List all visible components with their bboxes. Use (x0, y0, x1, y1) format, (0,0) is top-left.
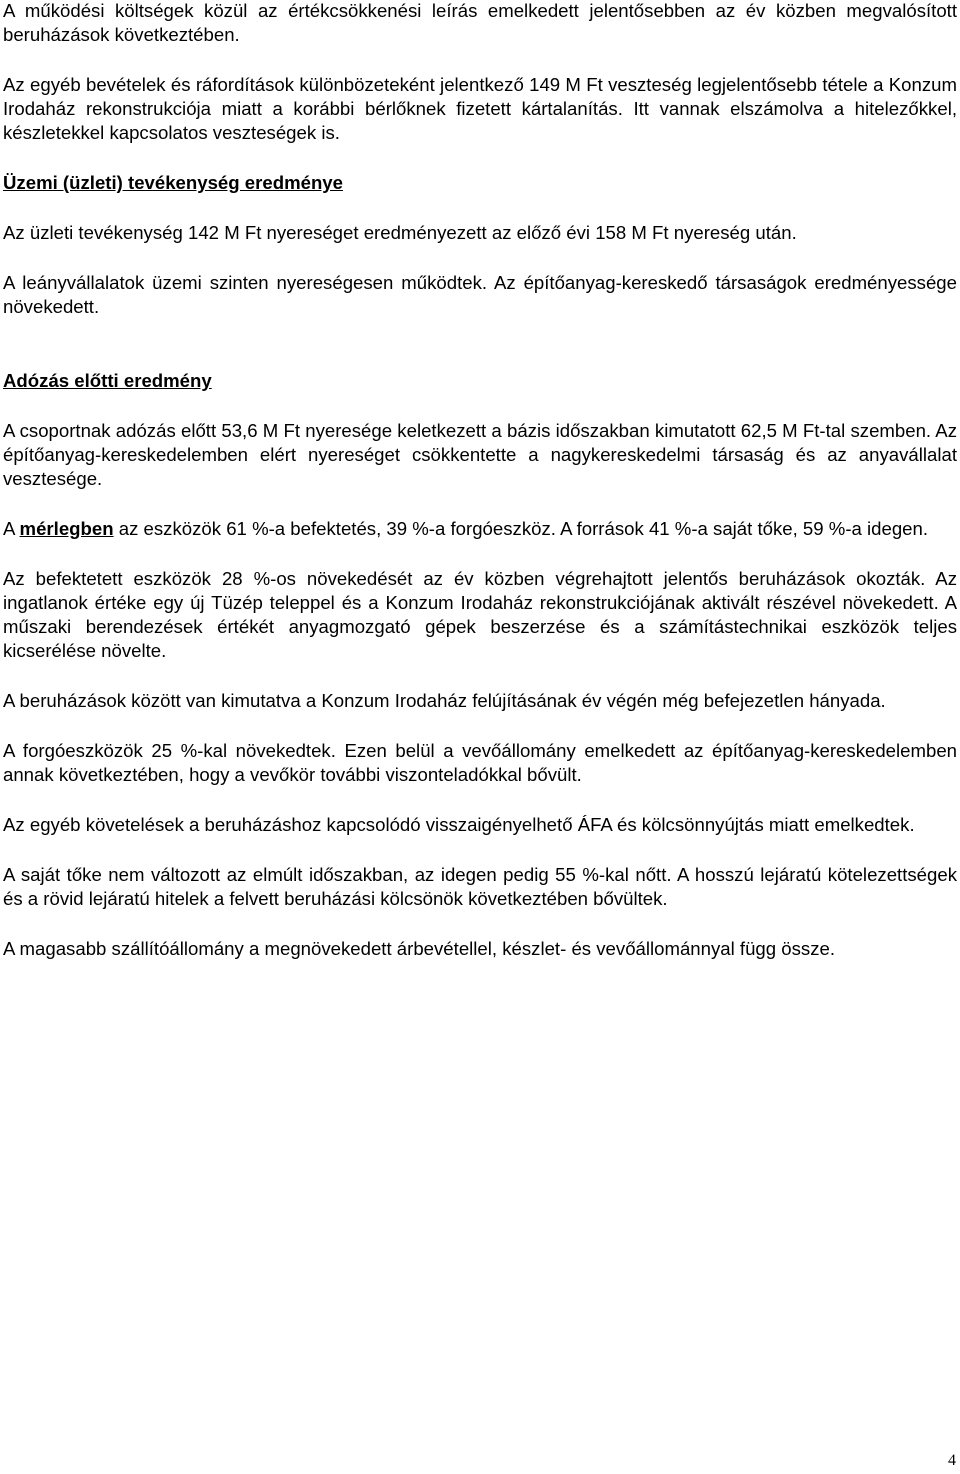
paragraph-balance-sheet (3, 517, 957, 541)
document-body (3, 0, 957, 961)
paragraph-current-assets: A forgóeszközök 25 %-kal növekedtek. Ezen belül a vevőállomány emelkedett az építőanyag-kereskedelemben annak következtében, hogy a vevőkör további viszonteladókkal bővült. (3, 740, 957, 785)
balance-sheet-term: mérlegben (19, 518, 114, 539)
paragraph-other-income: Az egyéb bevételek és ráfordítások különbözeteként jelentkező 149 M Ft veszteség legjelentősebb tétele a Konzum Irodaház rekonstrukciója miatt a korábbi bérlőknek fizetett kártalanítás. Itt vannak elszámolva a hitelezőkkel, készletekkel kapcsolatos veszteségek is. (3, 74, 957, 143)
paragraph-subsidiaries: A leányvállalatok üzemi szinten nyereségesen működtek. Az építőanyag-kereskedő társaságok eredményessége növekedett. (3, 272, 957, 317)
paragraph-equity: A saját tőke nem változott az elmúlt időszakban, az idegen pedig 55 %-kal nőtt. A hosszú lejáratú kötelezettségek és a rövid lejáratú hitelek a felvett beruházási kölcsönök következtében bővültek. (3, 864, 957, 909)
page-number: 4 (948, 1452, 956, 1469)
paragraph-other-receivables: Az egyéb követelések a beruházáshoz kapcsolódó visszaigényelhető ÁFA és kölcsönnyújtás miatt emelkedtek. (3, 814, 915, 835)
section-heading-operating-result: Üzemi (üzleti) tevékenység eredménye (3, 172, 343, 193)
paragraph-suppliers: A magasabb szállítóállomány a megnövekedett árbevétellel, készlet- és vevőállománnyal függ össze. (3, 938, 836, 959)
paragraph-depreciation: A működési költségek közül az értékcsökkenési leírás emelkedett jelentősebben az év közben megvalósított beruházások következtében. (3, 0, 957, 45)
section-heading-pretax-result: Adózás előtti eredmény (3, 370, 212, 391)
paragraph-business-activity: Az üzleti tevékenység 142 M Ft nyereséget eredményezett az előző évi 158 M Ft nyereség után. (3, 222, 797, 243)
paragraph-balance-sheet-rest: az eszközök 61 %-a befektetés, 39 %-a forgóeszköz. A források 41 %-a saját tőke, 59 %-a idegen. (113, 518, 929, 539)
paragraph-balance-sheet-prefix: A (3, 518, 20, 539)
paragraph-pretax-profit: A csoportnak adózás előtt 53,6 M Ft nyeresége keletkezett a bázis időszakban kimutatott 62,5 M Ft-tal szemben. Az építőanyag-kereskedelemben elért nyereséget csökkentette a nagykereskedelmi társaság és az anyavállalat vesztesége. (3, 420, 957, 489)
paragraph-investments: A beruházások között van kimutatva a Konzum Irodaház felújításának év végén még befejezetlen hányada. (3, 690, 886, 711)
paragraph-fixed-assets: Az befektetett eszközök 28 %-os növekedését az év közben végrehajtott jelentős beruházások okozták. Az ingatlanok értéke egy új Tüzép teleppel és a Konzum Irodaház rekonstrukciójának aktivált részével növekedett. A műszaki berendezések értékét anyagmozgató gépek beszerzése és a számítástechnikai eszközök teljes kicserélése növelte. (3, 568, 957, 661)
